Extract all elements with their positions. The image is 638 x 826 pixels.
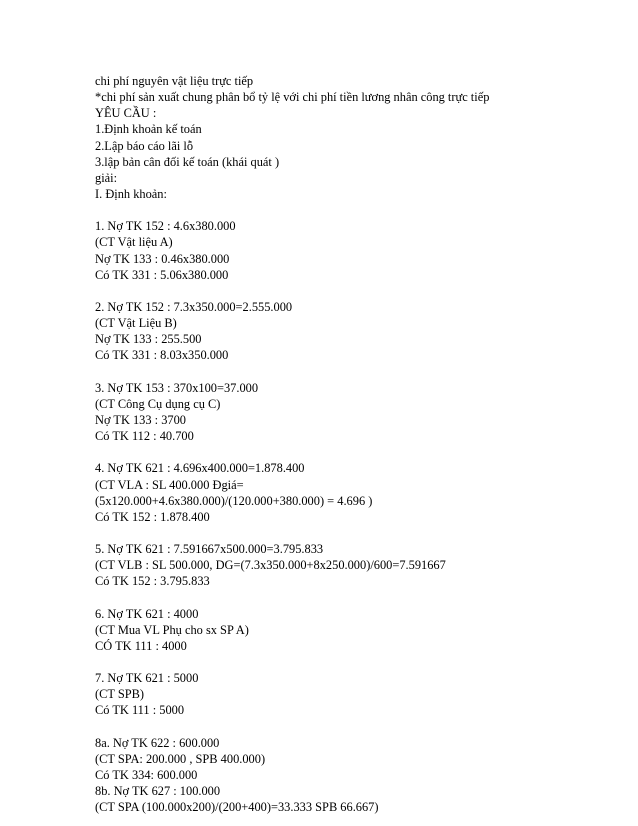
requirement-item: 2.Lập báo cáo lãi lỗ xyxy=(95,138,194,153)
requirement-item: 1.Định khoản kế toán xyxy=(95,122,202,137)
entry-line: Có TK 111 : 5000 xyxy=(95,703,185,718)
entry-line: Có TK 152 : 3.795.833 xyxy=(95,574,210,589)
entry-line: 3. Nợ TK 153 : 370x100=37.000 xyxy=(95,380,259,395)
requirement-item: 3.lập bản cân đối kế toán (khái quát ) xyxy=(95,154,280,169)
entry-line: Có TK 334: 600.000 xyxy=(95,768,198,783)
entry-line: 8b. Nợ TK 627 : 100.000 xyxy=(95,784,221,799)
section-heading: giải: xyxy=(95,170,118,185)
blank-line xyxy=(95,590,615,606)
entry-line: 6. Nợ TK 621 : 4000 xyxy=(95,606,199,621)
blank-line xyxy=(95,202,615,218)
entry-line: (5x120.000+4.6x380.000)/(120.000+380.000) = 4.696 ) xyxy=(95,493,373,508)
blank-line xyxy=(95,444,615,460)
entry-line: 5. Nợ TK 621 : 7.591667x500.000=3.795.833 xyxy=(95,542,324,557)
entry-line: 8a. Nợ TK 622 : 600.000 xyxy=(95,735,220,750)
blank-line xyxy=(95,283,615,299)
section-heading: YÊU CẦU : xyxy=(95,106,157,121)
entry-line: Nợ TK 133 : 255.500 xyxy=(95,332,202,347)
document-page xyxy=(95,73,615,815)
entry-line: 7. Nợ TK 621 : 5000 xyxy=(95,671,199,686)
entry-line: (CT Công Cụ dụng cụ C) xyxy=(95,396,221,411)
entry-line: (CT Mua VL Phụ cho sx SP A) xyxy=(95,622,249,637)
entry-line: (CT SPB) xyxy=(95,687,145,702)
text-line: chi phí nguyên vật liệu trực tiếp xyxy=(95,74,254,88)
entry-line: 2. Nợ TK 152 : 7.3x350.000=2.555.000 xyxy=(95,299,293,314)
entry-line: Có TK 152 : 1.878.400 xyxy=(95,509,210,524)
section-heading: I. Định khoản: xyxy=(95,186,167,201)
entry-line: 1. Nợ TK 152 : 4.6x380.000 xyxy=(95,219,236,234)
entry-line: (CT SPA: 200.000 , SPB 400.000) xyxy=(95,751,266,766)
entry-line: 4. Nợ TK 621 : 4.696x400.000=1.878.400 xyxy=(95,461,305,476)
entry-line: Có TK 331 : 8.03x350.000 xyxy=(95,348,229,363)
text-line: *chi phí sản xuất chung phân bổ tỷ lệ với chi phí tiền lương nhân công trực tiếp xyxy=(95,90,490,105)
blank-line xyxy=(95,525,615,541)
entry-line: Có TK 112 : 40.700 xyxy=(95,429,194,444)
blank-line xyxy=(95,654,615,670)
entry-line: (CT VLA : SL 400.000 Đgiá= xyxy=(95,477,244,492)
entry-line: (CT SPA (100.000x200)/(200+400)=33.333 SPB 66.667) xyxy=(95,800,379,815)
entry-line: CÓ TK 111 : 4000 xyxy=(95,638,187,653)
blank-line xyxy=(95,719,615,735)
entry-line: Nợ TK 133 : 0.46x380.000 xyxy=(95,251,230,266)
entry-line: Nợ TK 133 : 3700 xyxy=(95,412,186,427)
entry-line: (CT Vật Liệu B) xyxy=(95,316,177,331)
entry-line: (CT VLB : SL 500.000, DG=(7.3x350.000+8x250.000)/600=7.591667 xyxy=(95,558,446,573)
blank-line xyxy=(95,364,615,380)
entry-line: (CT Vật liệu A) xyxy=(95,235,173,250)
entry-line: Có TK 331 : 5.06x380.000 xyxy=(95,267,229,282)
